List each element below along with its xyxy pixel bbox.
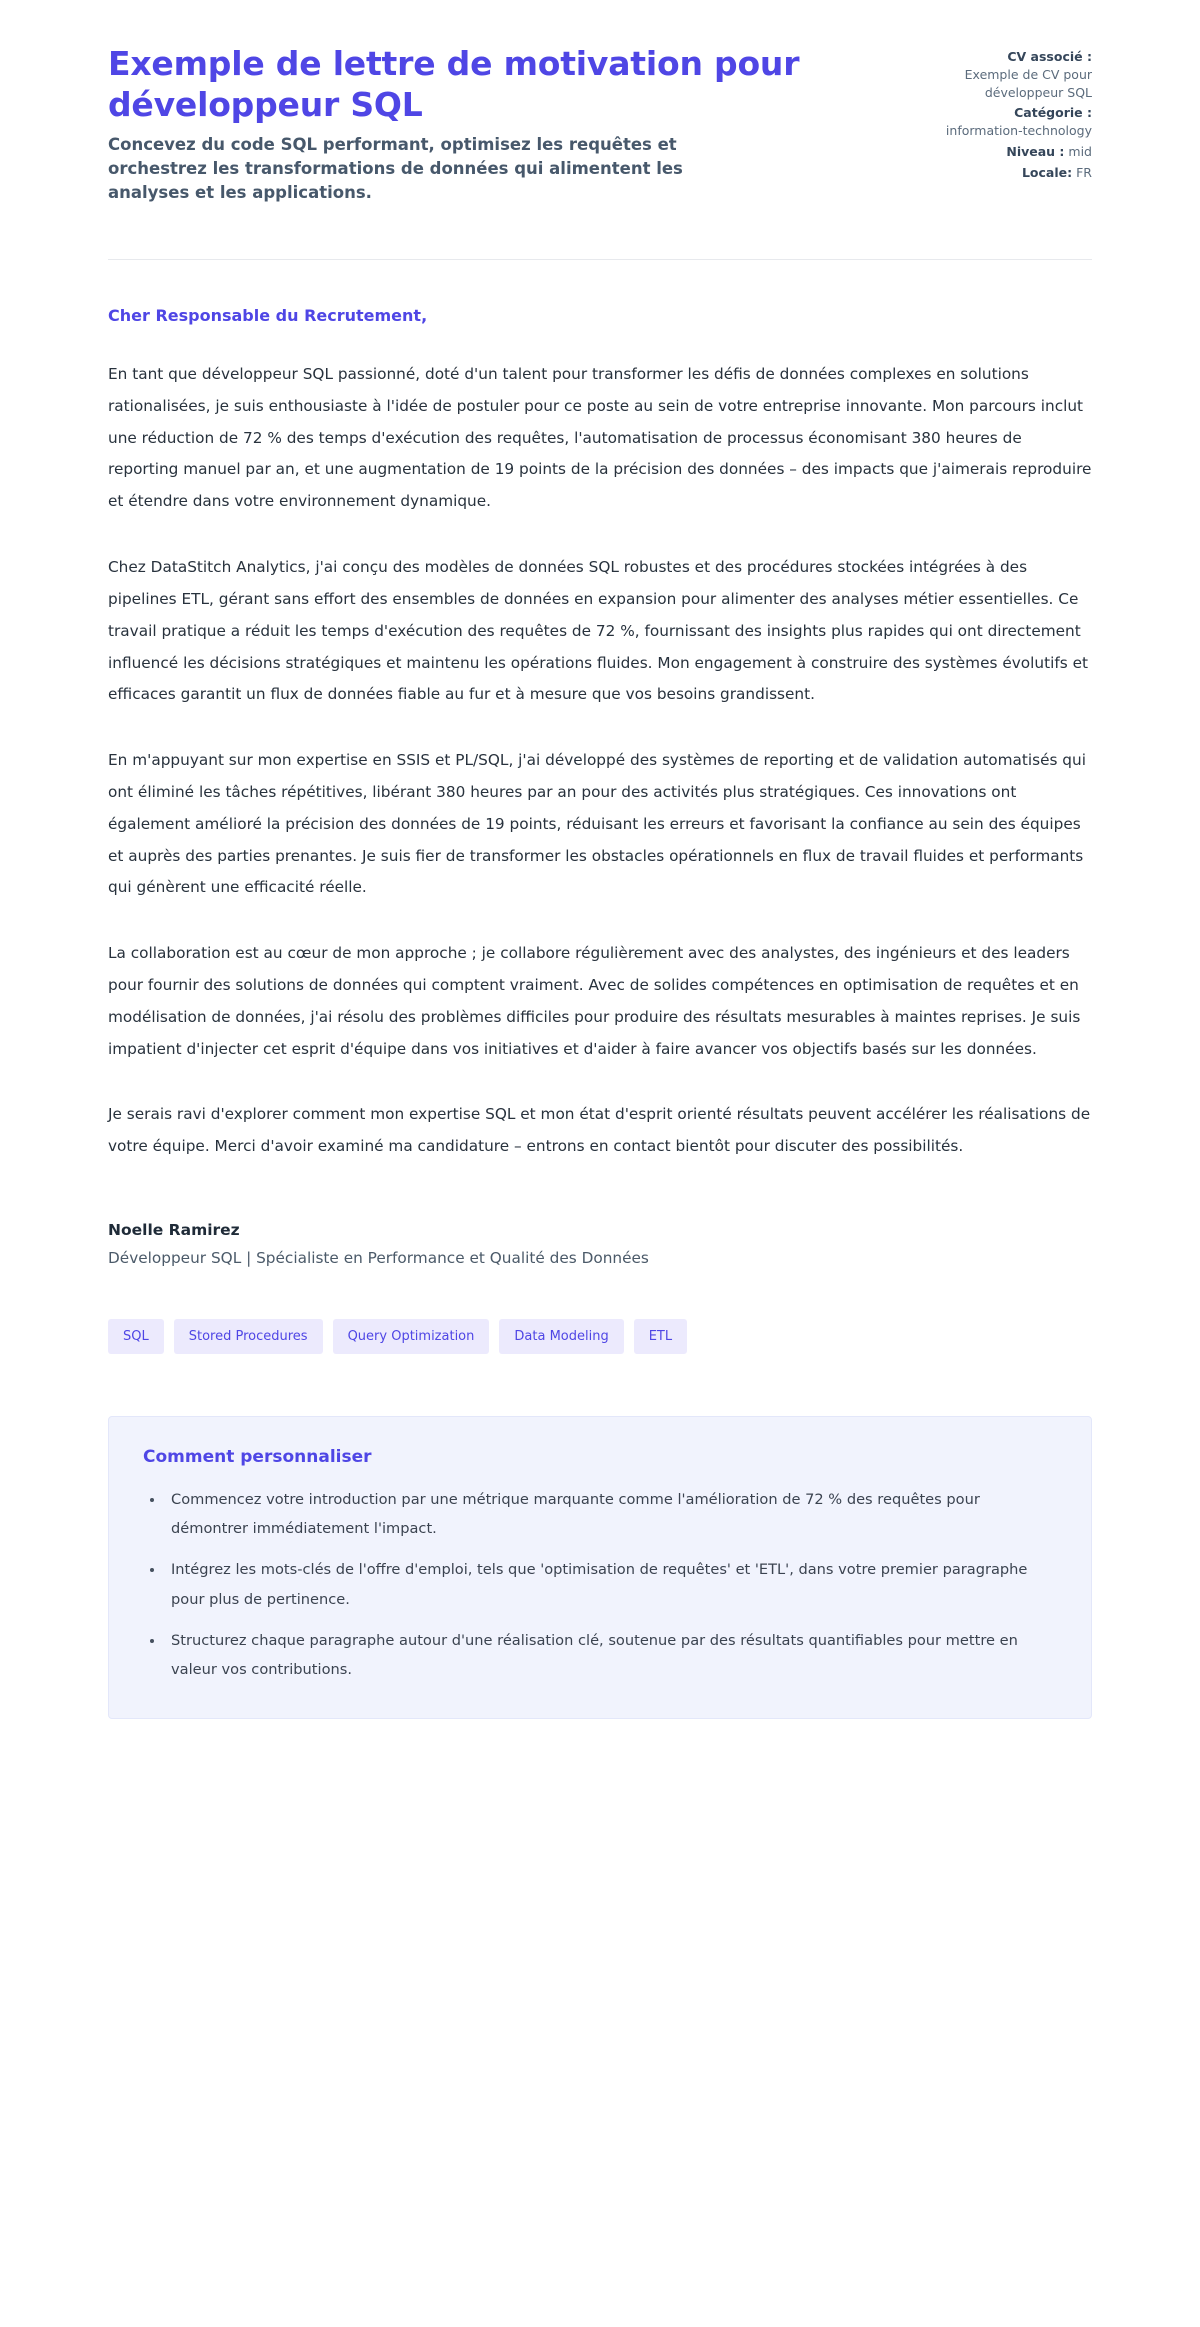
skill-tag[interactable]: SQL xyxy=(108,1319,164,1354)
letter-body xyxy=(108,306,1092,1163)
meta-associated-cv-value: Exemple de CV pour développeur SQL xyxy=(964,66,1092,100)
document-metadata xyxy=(920,44,1092,184)
signature-block xyxy=(108,1221,1092,1271)
skill-tag[interactable]: ETL xyxy=(634,1319,687,1354)
meta-locale xyxy=(920,164,1092,182)
meta-locale-label: Locale: xyxy=(1021,164,1073,180)
letter-paragraph: Chez DataStitch Analytics, j'ai conçu des modèles de données SQL robustes et des procédures stockées intégrées à des pipelines ETL, gérant sans effort des ensembles de données en expansion pour alimenter des analyses métier essentielles. Ce travail pratique a réduit les temps d'exécution des requêtes de 72 %, fournissant des insights plus rapides qui ont directement influencé les décisions stratégiques et maintenu les opérations fluides. Mon engagement à construire des systèmes évolutifs et efficaces garantit un flux de données fiable au fur et à mesure que vos besoins grandissent. xyxy=(108,558,1088,704)
document-header xyxy=(108,44,1092,205)
skill-tag[interactable]: Data Modeling xyxy=(499,1319,623,1354)
letter-salutation: Cher Responsable du Recrutement, xyxy=(108,306,428,326)
signature-name: Noelle Ramirez xyxy=(108,1221,240,1240)
page-subtitle: Concevez du code SQL performant, optimisez les requêtes et orchestrez les transformations de données qui alimentent les analyses et les applications. xyxy=(108,134,683,202)
signature-role: Développeur SQL | Spécialiste en Performance et Qualité des Données xyxy=(108,1249,649,1268)
meta-associated-cv-label: CV associé : xyxy=(1007,49,1092,64)
skill-tag-list xyxy=(108,1319,1092,1354)
meta-category-value: information-technology xyxy=(945,123,1092,138)
meta-level-value: mid xyxy=(1068,143,1092,159)
customization-callout xyxy=(108,1416,1092,1719)
callout-tip-list xyxy=(143,1485,1057,1684)
page-title: Exemple de lettre de motivation pour développeur SQL xyxy=(108,44,800,124)
skill-tag[interactable]: Stored Procedures xyxy=(174,1319,323,1354)
meta-category-label: Catégorie : xyxy=(1014,105,1092,121)
callout-tip-item: • Commencez votre introduction par une métrique marquante comme l'amélioration de 72 % des requêtes pour démontrer immédiatement l'impact. xyxy=(165,1485,1057,1543)
meta-level xyxy=(920,143,1092,161)
letter-paragraph: La collaboration est au cœur de mon approche ; je collabore régulièrement avec des analystes, des ingénieurs et des leaders pour fournir des solutions de données qui comptent vraiment. Avec de solides compétences en optimisation de requêtes et en modélisation de données, j'ai résolu des problèmes difficiles pour produire des résultats mesurables à maintes reprises. Je suis impatient d'injecter cet esprit d'équipe dans vos initiatives et d'aider à faire avancer vos objectifs basés sur les données. xyxy=(108,944,1081,1058)
header-text-group xyxy=(108,44,808,205)
callout-title: Comment personnaliser xyxy=(143,1447,372,1468)
meta-category xyxy=(920,104,1092,140)
meta-associated-cv xyxy=(920,48,1092,101)
callout-tip-item: • Structurez chaque paragraphe autour d'une réalisation clé, soutenue par des résultats quantifiables pour mettre en valeur vos contributions. xyxy=(165,1626,1057,1684)
letter-paragraph: Je serais ravi d'explorer comment mon expertise SQL et mon état d'esprit orienté résultats peuvent accélérer les réalisations de votre équipe. Merci d'avoir examiné ma candidature – entrons en contact bientôt pour discuter des possibilités. xyxy=(108,1105,1091,1156)
letter-paragraph: En m'appuyant sur mon expertise en SSIS et PL/SQL, j'ai développé des systèmes de reporting et de validation automatisés qui ont éliminé les tâches répétitives, libérant 380 heures par an pour des activités plus stratégiques. Ces innovations ont également amélioré la précision des données de 19 points, réduisant les erreurs et favorisant la confiance au sein des équipes et auprès des parties prenantes. Je suis fier de transformer les obstacles opérationnels en flux de travail fluides et performants qui génèrent une efficacité réelle. xyxy=(108,751,1086,897)
callout-tip-item: • Intégrez les mots-clés de l'offre d'emploi, tels que 'optimisation de requêtes' et 'ETL', dans votre premier paragraphe pour plus de pertinence. xyxy=(165,1555,1057,1613)
meta-locale-value: FR xyxy=(1076,164,1092,180)
letter-paragraph: En tant que développeur SQL passionné, doté d'un talent pour transformer les défis de données complexes en solutions rationalisées, je suis enthousiaste à l'idée de postuler pour ce poste au sein de votre entreprise innovante. Mon parcours inclut une réduction de 72 % des temps d'exécution des requêtes, l'automatisation de processus économisant 380 heures de reporting manuel par an, et une augmentation de 19 points de la précision des données – des impacts que j'aimerais reproduire et étendre dans votre environnement dynamique. xyxy=(108,365,1092,511)
header-divider xyxy=(108,259,1092,260)
skill-tag[interactable]: Query Optimization xyxy=(333,1319,490,1354)
meta-level-label: Niveau : xyxy=(1006,143,1065,159)
